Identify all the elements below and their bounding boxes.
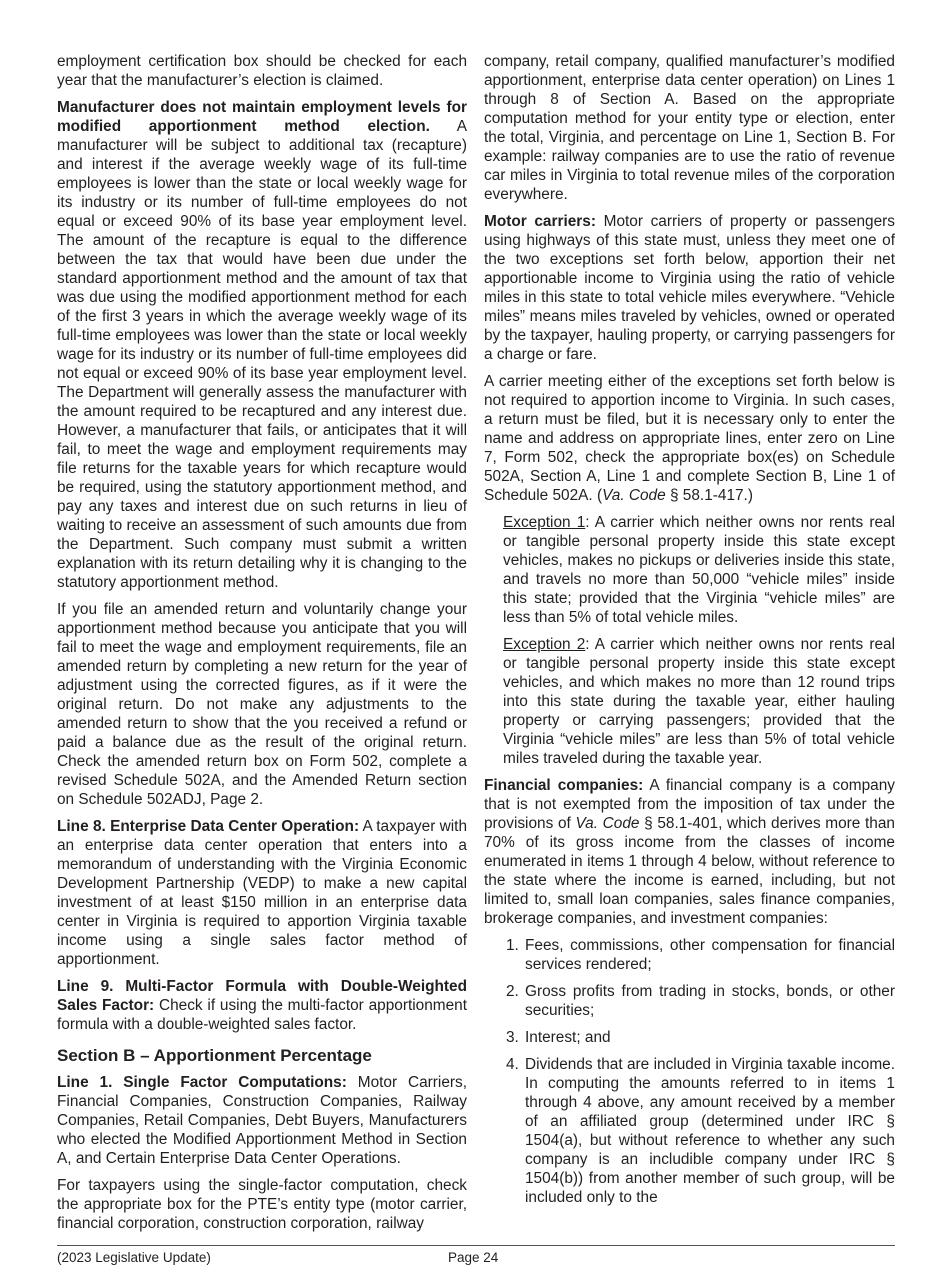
exception-label: Exception 2 <box>503 636 586 653</box>
paragraph-lead: Motor carriers: <box>484 213 596 230</box>
list-item <box>484 936 895 974</box>
exception-text: : A carrier which neither owns nor rents real or tangible personal property inside this state except vehicles, makes no pickups or deliveries inside this state, and travels no more than 50,000 “vehicle miles” inside this state; provided that the Virginia “vehicle miles” are less than 5% of total vehicle miles. <box>503 514 895 626</box>
list-text: Gross profits from trading in stocks, bonds, or other securities; <box>525 983 895 1019</box>
paragraph-text: § 58.1-417.) <box>665 487 753 504</box>
list-text: Dividends that are included in Virginia taxable income. In computing the amounts referred to in items 1 through 4 above, any amount received by a member of an affiliated group (determined under IRC § 1504(a), but without reference to whether any such company is an includible company under IRC § 1504(b)) from another member of such group, will be included only to the <box>525 1056 895 1206</box>
paragraph-lead: Financial companies: <box>484 777 644 794</box>
list-item <box>484 1055 895 1207</box>
income-class-list <box>484 936 895 1207</box>
paragraph <box>57 817 467 969</box>
right-column <box>484 52 895 1215</box>
citation: Va. Code <box>575 815 640 832</box>
list-text: Fees, commissions, other compensation for financial services rendered; <box>525 937 895 973</box>
paragraph <box>484 776 895 928</box>
paragraph <box>57 98 467 592</box>
list-number: 3. <box>506 1029 519 1046</box>
paragraph-text: A carrier meeting either of the exceptions set forth below is not required to apportion income to Virginia. In such cases, a return must be filed, but it is necessary only to enter the name and address on appropriate lines, enter zero on Line 7, Form 502, check the appropriate box(es) on Schedule 502A, Section A, Line 1 and complete Section B, Line 1 of Schedule 502A. ( <box>484 373 895 504</box>
citation: Va. Code <box>602 487 666 504</box>
paragraph: For taxpayers using the single-factor computation, check the appropriate box for the PTE’s entity type (motor carrier, financial corporation, construction corporation, railway <box>57 1177 467 1232</box>
exception-2 <box>503 635 895 768</box>
paragraph: company, retail company, qualified manufacturer’s modified apportionment, enterprise data center operation) on Lines 1 through 8 of Section A. Based on the appropriate computation method for your entity type or election, enter the total, Virginia, and percentage on Line 1, Section B. For example: railway companies are to use the ratio of revenue car miles in Virginia to total revenue miles of the corporation everywhere. <box>484 53 895 203</box>
left-column <box>57 52 467 1241</box>
exception-label: Exception 1 <box>503 514 586 531</box>
exception-1 <box>503 513 895 627</box>
paragraph-text: A financial company is a company that is not exempted from the imposition of tax under the provisions of <box>484 777 896 832</box>
paragraph-text: Motor Carriers, Financial Companies, Construction Companies, Railway Companies, Retail Companies, Debt Buyers, Manufacturers who elected the Modified Apportionment Method in Section A, and Certain Enterprise Data Center Operations. <box>57 1074 467 1167</box>
section-heading: Section B – Apportionment Percentage <box>57 1046 372 1065</box>
page-footer <box>57 1249 895 1269</box>
paragraph-text: A taxpayer with an enterprise data center operation that enters into a memorandum of understanding with the Virginia Economic Development Partnership (VEDP) to make a new capital investment of at least $150 million in an enterprise data center in Virginia is required to apportion Virginia taxable income using a single sales factor method of apportionment. <box>57 818 467 968</box>
paragraph-text: Motor carriers of property or passengers using highways of this state must, unless they meet one of the two exceptions set forth below, apportion their net apportionable income to Virginia using the ratio of vehicle miles in this state to total vehicle miles everywhere. “Vehicle miles” means miles traveled by vehicles, owned or operated by the taxpayer, hauling property, or carrying passengers for a charge or fare. <box>484 213 895 363</box>
paragraph-lead: Line 9. Multi-Factor Formula with Double-Weighted Sales Factor: <box>57 978 467 1014</box>
paragraph <box>57 1073 467 1168</box>
paragraph <box>57 977 467 1034</box>
paragraph-lead: Manufacturer does not maintain employment levels for modified apportionment method election. <box>57 99 467 135</box>
paragraph: employment certification box should be checked for each year that the manufacturer’s election is claimed. <box>57 53 467 89</box>
list-number: 2. <box>506 983 519 1000</box>
list-number: 1. <box>506 937 519 954</box>
paragraph: If you file an amended return and voluntarily change your apportionment method because you anticipate that you will fail to meet the wage and employment requirements, file an amended return by completing a new return for the year of adjustment using the corrected figures, as if it were the original return. Do not make any adjustments to the amended return to show that the you received a refund or paid a balance due as the result of the original return. Check the amended return box on Form 502, complete a revised Schedule 502A, and the Amended Return section on Schedule 502ADJ, Page 2. <box>57 601 467 808</box>
paragraph-lead: Line 8. Enterprise Data Center Operation: <box>57 818 360 835</box>
paragraph-text: A manufacturer will be subject to additional tax (recapture) and interest if the average weekly wage of its full-time employees is lower than the state or local weekly wage for its industry or its number of full-time employees do not equal or exceed 90% of its base year employment level. The amount of the recapture is equal to the difference between the tax that would have been due under the standard apportionment method and the amount of tax that was due using the modified apportionment method for each of the first 3 years in which the average weekly wage of its full-time employees was lower than the state or local weekly wage for its industry or its number of full-time employees did not equal or exceed 90% of its base year employment level. The Department will generally assess the manufacturer with the amount required to be recaptured and any interest due. However, a manufacturer that fails, or anticipates that it will fail, to meet the wage and employment requirements may file returns for the taxable years for which recapture would be required, using the statutory apportionment method, and pay any taxes and interest due on such returns in lieu of waiting to receive an assessment of such amounts due from the Department. Such company must submit a written explanation with its return detailing why it is changing to the statutory apportionment method. <box>57 118 467 591</box>
exception-text: : A carrier which neither owns nor rents real or tangible personal property inside this state except vehicles, and which makes no more than 12 round trips into this state during the taxable year, either hauling property or carrying passengers; provided that the Virginia “vehicle miles” are less than 5% of total vehicle miles traveled during the taxable year. <box>503 636 895 767</box>
paragraph <box>484 212 895 364</box>
list-number: 4. <box>506 1056 519 1073</box>
two-column-body <box>57 52 895 1241</box>
list-item <box>484 982 895 1020</box>
paragraph-text: § 58.1-401, which derives more than 70% of its gross income from the classes of income enumerated in items 1 through 4 below, without reference to the state where the income is earned, including, but not limited to, small loan companies, sales finance companies, brokerage companies, and investment companies: <box>484 815 895 927</box>
paragraph-text: Check if using the multi-factor apportionment formula with a double-weighted sales factor. <box>57 997 467 1033</box>
list-item <box>484 1028 895 1047</box>
list-text: Interest; and <box>525 1029 611 1046</box>
footer-edition: (2023 Legislative Update) <box>57 1250 211 1265</box>
paragraph-lead: Line 1. Single Factor Computations: <box>57 1074 347 1091</box>
paragraph <box>484 372 895 505</box>
page-number: Page 24 <box>448 1250 499 1265</box>
footer-divider <box>57 1245 895 1246</box>
